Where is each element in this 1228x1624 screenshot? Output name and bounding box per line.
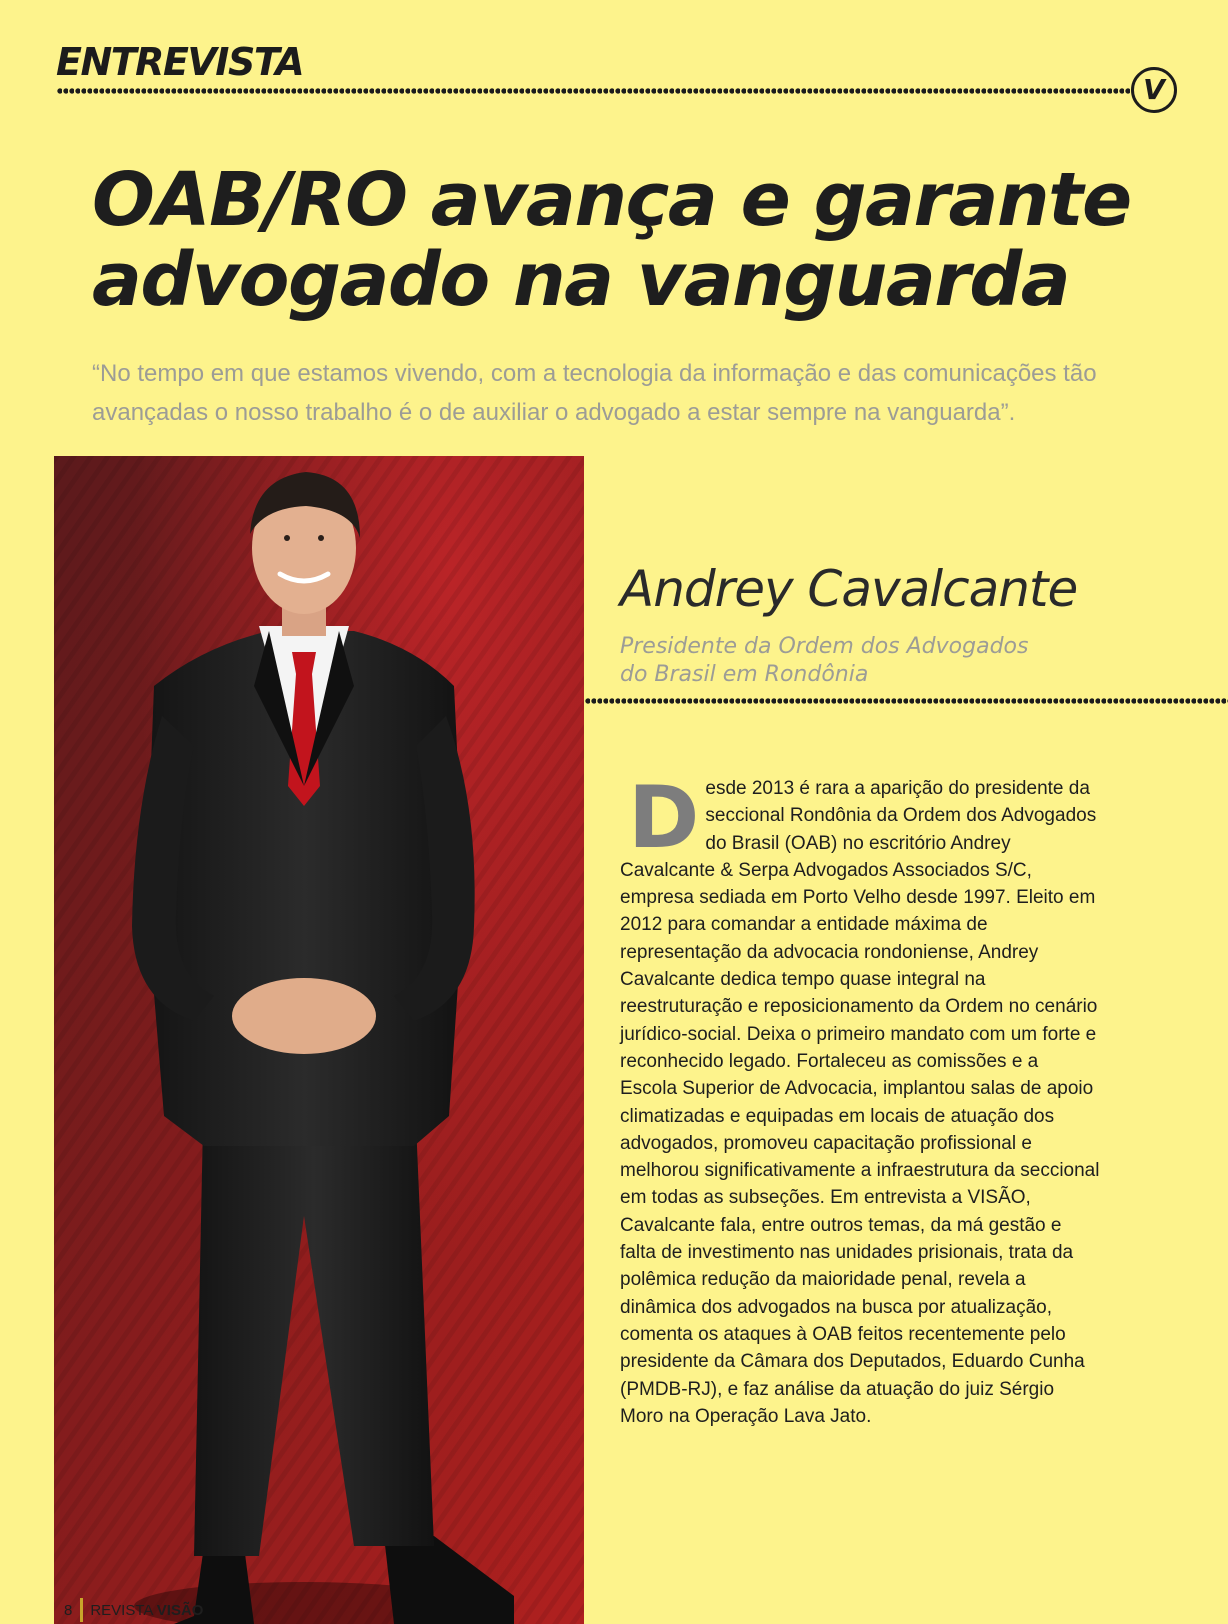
profile-divider bbox=[584, 697, 1228, 705]
pull-quote: “No tempo em que estamos vivendo, com a tecnologia da informação e das comunicações tão avançadas o nosso trabalho é o de auxiliar o advogado a estar sempre na vanguarda”. bbox=[92, 360, 1097, 426]
article-headline bbox=[92, 157, 1192, 323]
page-number: 8 bbox=[64, 1601, 73, 1619]
article-body-text: esde 2013 é rara a aparição do presidente da seccional Rondônia da Ordem dos Advogados do Brasil (OAB) no escritório Andrey Cavalcante & Serpa Advogados Associados S/C, empresa sediada em Porto Velho desde 1997. Eleito em 2012 para comandar a entidade máxima de representação da advocacia rondoniense, Andrey Cavalcante dedica tempo quase integral na reestruturação e reposicionamento da Ordem no cenário jurídico-social. Deixa o primeiro mandato com um forte e reconhecido legado. Fortaleceu as comissões e a Escola Superior de Advocacia, implantou salas de apoio climatizadas e equipadas em locais de atuação dos advogados, promoveu capacitação profissional e melhorou significativamente a infraestrutura da seccional em todas as subseções. Em entrevista a VISÃO, Cavalcante fala, entre outros temas, da má gestão e falta de investimento nas unidades prisionais, trata da polêmica redução da maioridade penal, revela a dinâmica dos advogados na busca por atualização, comenta os ataques à OAB feitos recentemente pelo presidente da Câmara dos Deputados, Eduardo Cunha (PMDB-RJ), e faz análise da atuação do juiz Sérgio Moro na Operação Lava Jato. bbox=[620, 778, 1100, 1427]
header-divider bbox=[56, 87, 1136, 95]
section-label: ENTREVISTA bbox=[56, 40, 304, 84]
article-body bbox=[620, 768, 1100, 1430]
drop-cap: D bbox=[628, 768, 700, 868]
role-line-1: Presidente da Ordem dos Advogados bbox=[620, 634, 1029, 659]
headline-line-2: advogado na vanguarda bbox=[92, 237, 1070, 323]
publication-prefix: REVISTA bbox=[90, 1601, 153, 1619]
page-footer bbox=[64, 1598, 203, 1622]
role-line-2: do Brasil em Rondônia bbox=[620, 662, 869, 687]
headline-line-1: OAB/RO avança e garante bbox=[92, 157, 1131, 243]
interviewee-role bbox=[620, 633, 1040, 689]
interviewee-name: Andrey Cavalcante bbox=[620, 560, 1078, 618]
footer-accent-bar bbox=[80, 1598, 83, 1622]
publication-title: VISÃO bbox=[156, 1601, 204, 1619]
magazine-logo-badge: V bbox=[1131, 67, 1177, 113]
publication-name bbox=[90, 1602, 203, 1619]
portrait-photo bbox=[54, 456, 584, 1624]
